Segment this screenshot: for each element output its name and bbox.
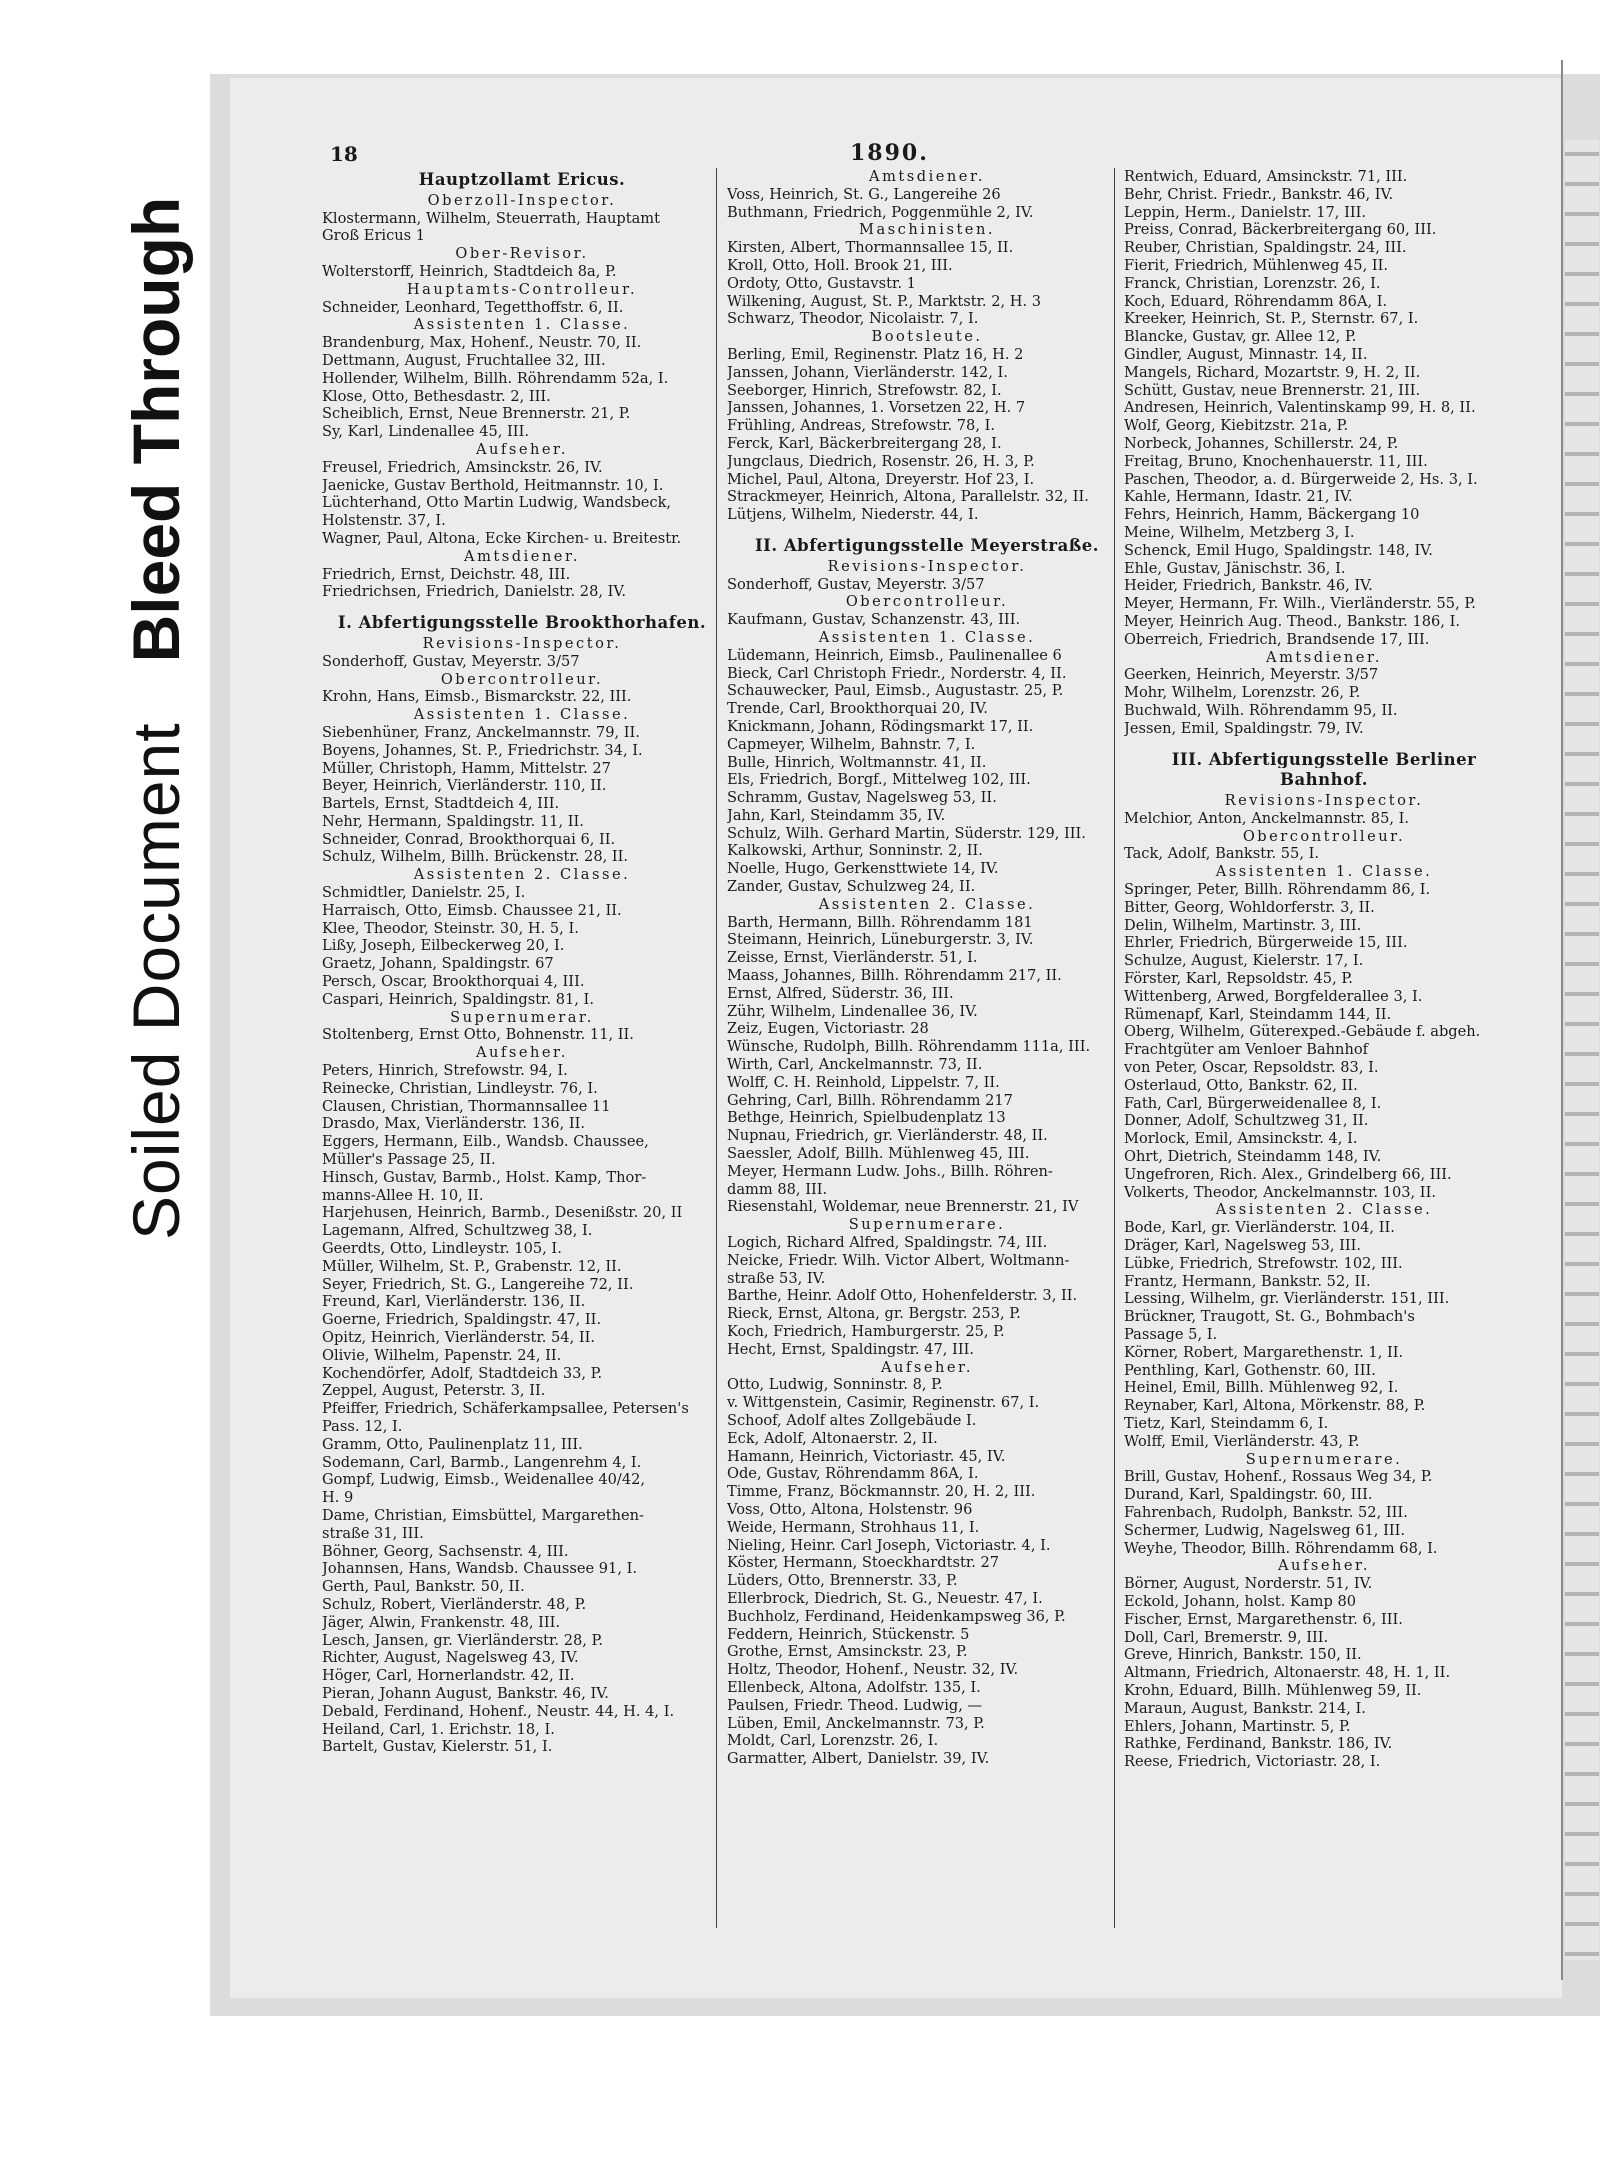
directory-entry: Preiss, Conrad, Bäckerbreitergang 60, III. (1124, 221, 1437, 239)
directory-entry: Steimann, Heinrich, Lüneburgerstr. 3, IV. (727, 931, 1034, 949)
directory-entry: Gehring, Carl, Billh. Röhrendamm 217 (727, 1091, 1013, 1109)
directory-entry: Voss, Otto, Altona, Holstenstr. 96 (727, 1500, 973, 1518)
directory-entry: Börner, August, Norderstr. 51, IV. (1124, 1575, 1373, 1593)
directory-entry: Frühling, Andreas, Strefowstr. 78, I. (727, 417, 996, 435)
directory-entry: Lagemann, Alfred, Schultzweg 38, I. (322, 1222, 593, 1240)
directory-entry: Saessler, Adolf, Billh. Mühlenweg 45, III. (727, 1145, 1030, 1163)
subsection-heading: Supernumerare. (1245, 1450, 1403, 1468)
directory-entry: Lesch, Jansen, gr. Vierländerstr. 28, P. (322, 1631, 604, 1649)
directory-entry: Maass, Johannes, Billh. Röhrendamm 217, II. (727, 967, 1062, 985)
directory-entry: Sy, Karl, Lindenallee 45, III. (322, 423, 529, 441)
directory-entry: Jessen, Emil, Spaldingstr. 79, IV. (1124, 719, 1364, 737)
directory-entry: Müller, Wilhelm, St. P., Grabenstr. 12, II. (322, 1257, 622, 1275)
directory-entry: Buthmann, Friedrich, Poggenmühle 2, IV. (727, 203, 1034, 221)
directory-entry: Bode, Karl, gr. Vierländerstr. 104, II. (1124, 1219, 1395, 1237)
directory-entry: Bulle, Hinrich, Woltmannstr. 41, II. (727, 753, 987, 771)
directory-entry: Wolterstorff, Heinrich, Stadtdeich 8a, P. (322, 262, 617, 280)
directory-entry: Stoltenberg, Ernst Otto, Bohnenstr. 11, II. (322, 1026, 634, 1044)
directory-entry: Friedrich, Ernst, Deichstr. 48, III. (322, 565, 571, 583)
directory-entry: Bethge, Heinrich, Spielbudenplatz 13 (727, 1109, 1006, 1127)
directory-entry: Clausen, Christian, Thormannsallee 11 (322, 1097, 611, 1115)
directory-entry: Caspari, Heinrich, Spaldingstr. 81, I. (322, 990, 594, 1008)
subsection-heading: Assistenten 1. Classe. (413, 316, 631, 334)
subsection-heading: Aufseher. (1277, 1557, 1370, 1575)
subsection-heading: Assistenten 2. Classe. (1215, 1201, 1433, 1219)
directory-entry: Geerdts, Otto, Lindleystr. 105, I. (322, 1240, 562, 1258)
directory-entry: Moldt, Carl, Lorenzstr. 26, I. (727, 1732, 939, 1750)
subsection-heading: Aufseher. (475, 440, 568, 458)
directory-entry: Koch, Eduard, Röhrendamm 86A, I. (1124, 292, 1388, 310)
directory-entry: Harjehusen, Heinrich, Barmb., Desenißstr. 20, II (322, 1204, 683, 1222)
column-divider (716, 168, 717, 1928)
directory-entry: Olivie, Wilhelm, Papenstr. 24, II. (322, 1346, 562, 1364)
directory-entry: Brandenburg, Max, Hohenf., Neustr. 70, II. (322, 334, 642, 352)
directory-entry: Holstenstr. 37, I. (322, 512, 446, 530)
directory-entry: Sonderhoff, Gustav, Meyerstr. 3/57 (322, 652, 580, 670)
directory-entry: Holtz, Theodor, Hohenf., Neustr. 32, IV. (727, 1661, 1019, 1679)
directory-entry: Bieck, Carl Christoph Friedr., Norderstr. 4, II. (727, 664, 1067, 682)
page-number: 18 (330, 142, 358, 166)
subsection-heading: Obercontrolleur. (440, 670, 604, 688)
subsection-heading: Maschinisten. (859, 221, 995, 239)
directory-entry: Mangels, Richard, Mozartstr. 9, H. 2, II. (1124, 363, 1421, 381)
subsection-heading: Ober-Revisor. (455, 245, 589, 263)
subsection-heading: Revisions-Inspector. (827, 557, 1027, 575)
directory-entry: Brückner, Traugott, St. G., Bohmbach's (1124, 1308, 1415, 1326)
directory-entry: Wolf, Georg, Kiebitzstr. 21a, P. (1124, 417, 1349, 435)
directory-entry: Krohn, Hans, Eimsb., Bismarckstr. 22, III. (322, 688, 632, 706)
directory-entry: Zeisse, Ernst, Vierländerstr. 51, I. (727, 949, 978, 967)
directory-entry: Heiland, Carl, 1. Erichstr. 18, I. (322, 1720, 555, 1738)
directory-entry: Meine, Wilhelm, Metzberg 3, I. (1124, 523, 1355, 541)
directory-entry: Ode, Gustav, Röhrendamm 86A, I. (727, 1465, 979, 1483)
directory-entry: Franck, Christian, Lorenzstr. 26, I. (1124, 274, 1381, 292)
directory-entry: Schulz, Wilhelm, Billh. Brückenstr. 28, II. (322, 848, 629, 866)
directory-entry: Wagner, Paul, Altona, Ecke Kirchen- u. Breitestr. (322, 529, 682, 547)
directory-entry: Passage 5, I. (1124, 1326, 1218, 1343)
directory-entry: Ellerbrock, Diedrich, St. G., Neuestr. 47, I. (727, 1589, 1043, 1607)
directory-entry: Berling, Emil, Reginenstr. Platz 16, H. 2 (727, 345, 1024, 363)
soiled-document-label: Soiled Document (119, 722, 193, 1240)
directory-entry: von Peter, Oscar, Repsoldstr. 83, I. (1124, 1059, 1379, 1077)
directory-entry: Groß Ericus 1 (322, 227, 426, 245)
directory-entry: Schulz, Robert, Vierländerstr. 48, P. (322, 1595, 587, 1613)
directory-entry: Klostermann, Wilhelm, Steuerrath, Hauptamt (322, 209, 661, 227)
column-3 (1124, 168, 1524, 1771)
directory-entry: Lütjens, Wilhelm, Niederstr. 44, I. (727, 506, 979, 524)
directory-entry: Weide, Hermann, Strohhaus 11, I. (727, 1518, 980, 1536)
directory-entry: Lüdemann, Heinrich, Eimsb., Paulinenallee 6 (727, 646, 1062, 664)
directory-entry: Meyer, Heinrich Aug. Theod., Bankstr. 186, I. (1124, 612, 1460, 630)
directory-entry: Zühr, Wilhelm, Lindenallee 36, IV. (727, 1002, 978, 1020)
directory-entry: Dettmann, August, Fruchtallee 32, III. (322, 351, 606, 369)
subsection-heading: Obercontrolleur. (1242, 827, 1406, 845)
directory-entry: Ehrler, Friedrich, Bürgerweide 15, III. (1124, 934, 1408, 952)
directory-entry: Gerth, Paul, Bankstr. 50, II. (322, 1578, 525, 1596)
subsection-heading: Assistenten 1. Classe. (818, 628, 1036, 646)
directory-entry: Norbeck, Johannes, Schillerstr. 24, P. (1124, 434, 1399, 452)
directory-entry: Logich, Richard Alfred, Spaldingstr. 74, III. (727, 1234, 1048, 1252)
directory-entry: Kalkowski, Arthur, Sonninstr. 2, II. (727, 842, 983, 860)
directory-entry: Osterlaud, Otto, Bankstr. 62, II. (1124, 1076, 1358, 1094)
directory-entry: Leppin, Herm., Danielstr. 17, III. (1124, 203, 1367, 221)
directory-entry: Schermer, Ludwig, Nagelsweg 61, III. (1124, 1521, 1406, 1539)
directory-entry: Wünsche, Rudolph, Billh. Röhrendamm 111a, III. (727, 1038, 1091, 1056)
subsection-heading: Amtsdiener. (1266, 648, 1382, 666)
side-label (118, 197, 194, 1240)
directory-entry: Rathke, Ferdinand, Bankstr. 186, IV. (1124, 1735, 1393, 1753)
directory-entry: Fath, Carl, Bürgerweidenallee 8, I. (1124, 1094, 1382, 1112)
directory-entry: Freitag, Bruno, Knochenhauerstr. 11, III. (1124, 452, 1428, 470)
directory-entry: Peters, Hinrich, Strefowstr. 94, I. (322, 1062, 568, 1080)
directory-entry: Kahle, Hermann, Idastr. 21, IV. (1124, 488, 1353, 506)
directory-entry: Kochendörfer, Adolf, Stadtdeich 33, P. (322, 1364, 603, 1382)
subsection-heading: Assistenten 2. Classe. (818, 895, 1036, 913)
section-gap (727, 524, 1127, 534)
directory-entry: Tack, Adolf, Bankstr. 55, I. (1124, 845, 1320, 863)
page-edge-rule (1561, 60, 1563, 1980)
directory-entry: Ellenbeck, Altona, Adolfstr. 135, I. (727, 1678, 981, 1696)
directory-entry: Nieling, Heinr. Carl Joseph, Victoriastr. 4, I. (727, 1536, 1051, 1554)
directory-entry: Wirth, Carl, Anckelmannstr. 73, II. (727, 1056, 983, 1074)
directory-entry: Schramm, Gustav, Nagelsweg 53, II. (727, 789, 997, 807)
section-heading: III. Abfertigungsstelle Berliner (1171, 750, 1477, 769)
directory-entry: Meyer, Hermann Ludw. Johs., Billh. Röhren- (727, 1162, 1053, 1180)
directory-entry: Goerne, Friedrich, Spaldingstr. 47, II. (322, 1311, 602, 1329)
directory-entry: Schütt, Gustav, neue Brennerstr. 21, III. (1124, 381, 1421, 399)
directory-entry: Drasdo, Max, Vierländerstr. 136, II. (322, 1115, 586, 1133)
directory-entry: Sodemann, Carl, Barmb., Langenrehm 4, I. (322, 1453, 642, 1471)
directory-entry: Eckold, Johann, holst. Kamp 80 (1124, 1592, 1357, 1610)
directory-entry: Dräger, Karl, Nagelsweg 53, III. (1124, 1237, 1362, 1255)
directory-entry: Blancke, Gustav, gr. Allee 12, P. (1124, 328, 1357, 346)
directory-entry: Doll, Carl, Bremerstr. 9, III. (1124, 1628, 1329, 1646)
directory-entry: Lüders, Otto, Brennerstr. 33, P. (727, 1572, 958, 1590)
directory-entry: Voss, Heinrich, St. G., Langereihe 26 (727, 185, 1001, 203)
directory-entry: Friedrichsen, Friedrich, Danielstr. 28, IV. (322, 583, 627, 601)
directory-entry: Ohrt, Dietrich, Steindamm 148, IV. (1124, 1148, 1382, 1166)
subsection-heading: Assistenten 1. Classe. (413, 706, 631, 724)
directory-entry: Gompf, Ludwig, Eimsb., Weidenallee 40/42, (322, 1471, 646, 1489)
directory-entry: Knickmann, Johann, Rödingsmarkt 17, II. (727, 717, 1034, 735)
directory-entry: Lüchterhand, Otto Martin Ludwig, Wandsbeck, (322, 494, 672, 512)
directory-entry: Höger, Carl, Hornerlandstr. 42, II. (322, 1667, 575, 1685)
subsection-heading: Assistenten 2. Classe. (413, 866, 631, 884)
directory-entry: Oberg, Wilhelm, Güterexped.-Gebäude f. abgeh. (1124, 1023, 1481, 1041)
directory-entry: Wolff, C. H. Reinhold, Lippelstr. 7, II. (727, 1073, 1000, 1091)
directory-entry: Timme, Franz, Böckmannstr. 20, H. 2, III. (727, 1483, 1036, 1501)
directory-entry: Otto, Ludwig, Sonninstr. 8, P. (727, 1376, 943, 1394)
directory-entry: Reynaber, Karl, Altona, Mörkenstr. 88, P. (1124, 1397, 1426, 1415)
directory-entry: Schulze, August, Kielerstr. 17, I. (1124, 952, 1364, 970)
directory-entry: straße 31, III. (322, 1524, 424, 1542)
directory-entry: Strackmeyer, Heinrich, Altona, Parallelstr. 32, II. (727, 488, 1089, 506)
directory-entry: Durand, Karl, Spaldingstr. 60, III. (1124, 1486, 1373, 1504)
directory-entry: Melchior, Anton, Anckelmannstr. 85, I. (1124, 809, 1410, 827)
directory-entry: Janssen, Johannes, 1. Vorsetzen 22, H. 7 (727, 399, 1026, 417)
directory-entry: Schulz, Wilh. Gerhard Martin, Süderstr. 129, III. (727, 824, 1086, 842)
directory-entry: Rümenapf, Karl, Steindamm 144, II. (1124, 1005, 1392, 1023)
directory-entry: Scheiblich, Ernst, Neue Brennerstr. 21, P. (322, 405, 631, 423)
directory-entry: Schmidtler, Danielstr. 25, I. (322, 884, 526, 902)
subsection-heading: Supernumerar. (450, 1008, 594, 1026)
directory-entry: Bartels, Ernst, Stadtdeich 4, III. (322, 795, 560, 813)
directory-entry: Pass. 12, I. (322, 1417, 403, 1435)
directory-entry: Gramm, Otto, Paulinenplatz 11, III. (322, 1435, 583, 1453)
subsection-heading: Amtsdiener. (464, 547, 580, 565)
directory-entry: Springer, Peter, Billh. Röhrendamm 86, I. (1124, 881, 1431, 899)
directory-entry: Opitz, Heinrich, Vierländerstr. 54, II. (322, 1329, 596, 1346)
directory-entry: Graetz, Johann, Spaldingstr. 67 (322, 955, 554, 973)
directory-entry: Geerken, Heinrich, Meyerstr. 3/57 (1124, 666, 1379, 684)
directory-entry: Fischer, Ernst, Margarethenstr. 6, III. (1124, 1610, 1403, 1628)
directory-entry: Klee, Theodor, Steinstr. 30, H. 5, I. (322, 919, 579, 937)
directory-entry: Seeborger, Hinrich, Strefowstr. 82, I. (727, 381, 1002, 399)
subsection-heading: Assistenten 1. Classe. (1215, 863, 1433, 881)
directory-entry: Mohr, Wilhelm, Lorenzstr. 26, P. (1124, 684, 1361, 702)
directory-entry: Jaenicke, Gustav Berthold, Heitmannstr. 10, I. (322, 476, 664, 494)
subsection-heading: Hauptamts-Controlleur. (406, 280, 638, 298)
directory-entry: Müller, Christoph, Hamm, Mittelstr. 27 (322, 759, 611, 777)
directory-entry: Lessing, Wilhelm, gr. Vierländerstr. 151, III. (1124, 1290, 1450, 1308)
directory-entry: Müller's Passage 25, II. (322, 1151, 496, 1169)
directory-entry: Seyer, Friedrich, St. G., Langereihe 72, II. (322, 1275, 634, 1293)
column-1 (322, 168, 722, 1756)
directory-entry: damm 88, III. (727, 1180, 828, 1198)
directory-entry: Donner, Adolf, Schultzweg 31, II. (1124, 1112, 1369, 1130)
section-heading: Hauptzollamt Ericus. (418, 171, 626, 189)
bleed-through-strip (1565, 140, 1599, 1960)
subsection-heading: Revisions-Inspector. (1224, 792, 1424, 810)
directory-entry: Schauwecker, Paul, Eimsb., Augustastr. 25, P. (727, 682, 1064, 700)
directory-entry: Grothe, Ernst, Amsinckstr. 23, P. (727, 1643, 968, 1661)
directory-entry: Hamann, Heinrich, Victoriastr. 45, IV. (727, 1447, 1006, 1465)
directory-entry: Heinel, Emil, Billh. Mühlenweg 92, I. (1124, 1379, 1399, 1397)
subsection-heading: Amtsdiener. (869, 168, 985, 185)
directory-entry: Kaufmann, Gustav, Schanzenstr. 43, III. (727, 611, 1021, 629)
directory-entry: Gindler, August, Minnastr. 14, II. (1124, 345, 1368, 363)
directory-entry: Fehrs, Heinrich, Hamm, Bäckergang 10 (1124, 506, 1420, 524)
directory-entry: Nupnau, Friedrich, gr. Vierländerstr. 48, II. (727, 1127, 1048, 1145)
directory-entry: Hollender, Wilhelm, Billh. Röhrendamm 52a, I. (322, 369, 669, 387)
directory-entry: Koch, Friedrich, Hamburgerstr. 25, P. (727, 1323, 1005, 1340)
subsection-heading: Oberzoll-Inspector. (427, 191, 617, 209)
directory-entry: Ehle, Gustav, Jänischstr. 36, I. (1124, 559, 1346, 577)
directory-entry: Reinecke, Christian, Lindleystr. 76, I. (322, 1079, 598, 1097)
directory-entry: Noelle, Hugo, Gerkensttwiete 14, IV. (727, 860, 999, 878)
directory-entry: Riesenstahl, Woldemar, neue Brennerstr. 21, IV (727, 1198, 1079, 1216)
page-year: 1890. (850, 140, 929, 166)
directory-entry: Andresen, Heinrich, Valentinskamp 99, H. 8, II. (1124, 399, 1476, 417)
bleed-through-label: Bleed Through (119, 196, 193, 663)
directory-entry: Zander, Gustav, Schulzweg 24, II. (727, 878, 976, 896)
directory-entry: Schoof, Adolf altes Zollgebäude I. (727, 1411, 977, 1429)
directory-entry: Weyhe, Theodor, Billh. Röhrendamm 68, I. (1124, 1539, 1438, 1557)
directory-entry: Eggers, Hermann, Eilb., Wandsb. Chaussee, (322, 1133, 649, 1151)
column-divider (1114, 168, 1115, 1928)
directory-entry: Sonderhoff, Gustav, Meyerstr. 3/57 (727, 575, 985, 593)
directory-entry: Harraisch, Otto, Eimsb. Chaussee 21, II. (322, 901, 622, 919)
directory-entry: Garmatter, Albert, Danielstr. 39, IV. (727, 1750, 990, 1768)
directory-entry: Pfeiffer, Friedrich, Schäferkampsallee, Petersen's (322, 1400, 689, 1418)
subsection-heading: Obercontrolleur. (845, 593, 1009, 611)
directory-entry: Bartelt, Gustav, Kielerstr. 51, I. (322, 1738, 553, 1756)
directory-entry: Körner, Robert, Margarethenstr. 1, II. (1124, 1343, 1404, 1361)
directory-entry: Paulsen, Friedr. Theod. Ludwig, — (727, 1696, 983, 1714)
section-gap (1124, 738, 1524, 748)
directory-entry: Siebenhüner, Franz, Anckelmannstr. 79, II. (322, 723, 640, 741)
directory-entry: Capmeyer, Wilhelm, Bahnstr. 7, I. (727, 735, 976, 753)
directory-entry: Boyens, Johannes, St. P., Friedrichstr. 34, I. (322, 741, 643, 759)
column-2 (727, 168, 1127, 1768)
subsection-heading: Aufseher. (475, 1044, 568, 1062)
directory-entry: Reese, Friedrich, Victoriastr. 28, I. (1124, 1753, 1381, 1771)
directory-entry: H. 9 (322, 1489, 354, 1507)
directory-entry: Ordoty, Otto, Gustavstr. 1 (727, 274, 916, 292)
directory-entry: Paschen, Theodor, a. d. Bürgerweide 2, Hs. 3, I. (1124, 470, 1478, 488)
directory-entry: v. Wittgenstein, Casimir, Reginenstr. 67, I. (727, 1394, 1040, 1412)
directory-entry: Barth, Hermann, Billh. Röhrendamm 181 (727, 913, 1033, 931)
directory-entry: Lüben, Emil, Anckelmannstr. 73, P. (727, 1714, 985, 1732)
directory-entry: Oberreich, Friedrich, Brandsende 17, III. (1124, 630, 1430, 648)
directory-entry: Frachtgüter am Venloer Bahnhof (1124, 1041, 1369, 1059)
directory-entry: Persch, Oscar, Brookthorquai 4, III. (322, 973, 585, 991)
directory-entry: Schneider, Conrad, Brookthorquai 6, II. (322, 830, 616, 848)
directory-entry: Rentwich, Eduard, Amsinckstr. 71, III. (1124, 168, 1408, 185)
directory-entry: Els, Friedrich, Borgf., Mittelweg 102, III. (727, 771, 1031, 789)
directory-entry: Freund, Karl, Vierländerstr. 136, II. (322, 1293, 586, 1311)
directory-entry: Barthe, Heinr. Adolf Otto, Hohenfelderstr. 3, II. (727, 1287, 1078, 1305)
subsection-heading: Aufseher. (880, 1358, 973, 1376)
directory-entry: Hecht, Ernst, Spaldingstr. 47, III. (727, 1340, 974, 1358)
directory-entry: Maraun, August, Bankstr. 214, I. (1124, 1699, 1366, 1717)
directory-entry: Feddern, Heinrich, Stückenstr. 5 (727, 1625, 970, 1643)
directory-entry: Johannsen, Hans, Wandsb. Chaussee 91, I. (322, 1560, 638, 1578)
directory-entry: Ernst, Alfred, Süderstr. 36, III. (727, 984, 954, 1002)
directory-entry: Freusel, Friedrich, Amsinckstr. 26, IV. (322, 458, 603, 476)
directory-entry: Rieck, Ernst, Altona, gr. Bergstr. 253, P. (727, 1305, 1021, 1323)
directory-entry: Dame, Christian, Eimsbüttel, Margarethen- (322, 1506, 644, 1524)
directory-entry: Ferck, Karl, Bäckerbreitergang 28, I. (727, 434, 1002, 452)
directory-entry: Greve, Hinrich, Bankstr. 150, II. (1124, 1646, 1362, 1664)
directory-entry: Schenck, Emil Hugo, Spaldingstr. 148, IV. (1124, 541, 1433, 559)
directory-entry: Jäger, Alwin, Frankenstr. 48, III. (322, 1613, 561, 1631)
directory-entry: Bitter, Georg, Wohldorferstr. 3, II. (1124, 898, 1375, 916)
directory-entry: Schneider, Leonhard, Tegetthoffstr. 6, II. (322, 298, 624, 316)
directory-entry: Delin, Wilhelm, Martinstr. 3, III. (1124, 916, 1362, 934)
directory-entry: Michel, Paul, Altona, Dreyerstr. Hof 23, I. (727, 470, 1035, 488)
directory-entry: Altmann, Friedrich, Altonaerstr. 48, H. 1, II. (1124, 1664, 1451, 1682)
directory-entry: Jungclaus, Diedrich, Rosenstr. 26, H. 3, P. (727, 452, 1035, 470)
directory-entry: Kreeker, Heinrich, St. P., Sternstr. 67, I. (1124, 310, 1419, 328)
directory-entry: Meyer, Hermann, Fr. Wilh., Vierländerstr. 55, P. (1124, 595, 1476, 613)
directory-entry: Buchwald, Wilh. Röhrendamm 95, II. (1124, 701, 1398, 719)
directory-entry: Böhner, Georg, Sachsenstr. 4, III. (322, 1542, 569, 1560)
directory-entry: Morlock, Emil, Amsinckstr. 4, I. (1124, 1130, 1358, 1148)
directory-entry: Zeppel, August, Peterstr. 3, II. (322, 1382, 546, 1400)
directory-entry: Ehlers, Johann, Martinstr. 5, P. (1124, 1717, 1351, 1735)
section-heading: I. Abfertigungsstelle Brookthorhafen. (337, 614, 707, 632)
directory-entry: Frantz, Hermann, Bankstr. 52, II. (1124, 1272, 1371, 1290)
directory-entry: Fahrenbach, Rudolph, Bankstr. 52, III. (1124, 1503, 1408, 1521)
directory-entry: Kirsten, Albert, Thormannsallee 15, II. (727, 239, 1014, 257)
directory-entry: Volkerts, Theodor, Anckelmannstr. 103, II. (1124, 1183, 1436, 1201)
directory-entry: Behr, Christ. Friedr., Bankstr. 46, IV. (1124, 185, 1394, 203)
directory-entry: Trende, Carl, Brookthorquai 20, IV. (727, 700, 988, 718)
directory-entry: Penthling, Karl, Gothenstr. 60, III. (1124, 1361, 1376, 1379)
section-heading: Bahnhof. (1280, 771, 1368, 790)
directory-entry: Jahn, Karl, Steindamm 35, IV. (727, 806, 946, 824)
directory-entry: Lißy, Joseph, Eilbeckerweg 20, I. (322, 937, 565, 955)
directory-entry: Zeiz, Eugen, Victoriastr. 28 (727, 1020, 929, 1038)
directory-entry: Köster, Hermann, Stoeckhardtstr. 27 (727, 1554, 1000, 1572)
directory-entry: Ungefroren, Rich. Alex., Grindelberg 66, III. (1124, 1165, 1452, 1183)
section-gap (322, 601, 722, 611)
directory-entry: Pieran, Johann August, Bankstr. 46, IV. (322, 1684, 609, 1702)
subsection-heading: Bootsleute. (871, 328, 983, 346)
directory-entry: Schwarz, Theodor, Nicolaistr. 7, I. (727, 310, 979, 328)
section-heading: II. Abfertigungsstelle Meyerstraße. (754, 536, 1100, 555)
directory-entry: straße 53, IV. (727, 1269, 826, 1287)
directory-entry: Buchholz, Ferdinand, Heidenkampsweg 36, P. (727, 1607, 1066, 1625)
directory-entry: Wilkening, August, St. P., Marktstr. 2, H. 3 (727, 292, 1042, 310)
directory-entry: Wittenberg, Arwed, Borgfelderallee 3, I. (1124, 987, 1423, 1005)
directory-entry: Förster, Karl, Repsoldstr. 45, P. (1124, 970, 1353, 988)
directory-entry: Kroll, Otto, Holl. Brook 21, III. (727, 256, 953, 274)
directory-entry: Hinsch, Gustav, Barmb., Holst. Kamp, Thor- (322, 1168, 647, 1186)
directory-entry: Brill, Gustav, Hohenf., Rossaus Weg 34, P. (1124, 1468, 1433, 1486)
directory-entry: Lübke, Friedrich, Strefowstr. 102, III. (1124, 1254, 1403, 1272)
directory-entry: Beyer, Heinrich, Vierländerstr. 110, II. (322, 777, 607, 795)
directory-entry: Nehr, Hermann, Spaldingstr. 11, II. (322, 812, 584, 830)
subsection-heading: Revisions-Inspector. (422, 634, 622, 652)
directory-entry: Tietz, Karl, Steindamm 6, I. (1124, 1414, 1329, 1432)
directory-entry: Debald, Ferdinand, Hohenf., Neustr. 44, H. 4, I. (322, 1702, 675, 1720)
directory-entry: Richter, August, Nagelsweg 43, IV. (322, 1649, 579, 1667)
directory-entry: Heider, Friedrich, Bankstr. 46, IV. (1124, 577, 1373, 595)
directory-entry: Klose, Otto, Bethesdastr. 2, III. (322, 387, 551, 405)
directory-entry: Reuber, Christian, Spaldingstr. 24, III. (1124, 239, 1407, 257)
directory-entry: Krohn, Eduard, Billh. Mühlenweg 59, II. (1124, 1681, 1422, 1699)
directory-entry: Eck, Adolf, Altonaerstr. 2, II. (727, 1429, 938, 1447)
directory-entry: Wolff, Emil, Vierländerstr. 43, P. (1124, 1432, 1360, 1450)
directory-entry: Neicke, Friedr. Wilh. Victor Albert, Woltmann- (727, 1251, 1070, 1269)
subsection-heading: Supernumerare. (848, 1216, 1006, 1234)
directory-entry: Janssen, Johann, Vierländerstr. 142, I. (727, 363, 1008, 381)
directory-entry: manns-Allee H. 10, II. (322, 1186, 484, 1204)
directory-entry: Fierit, Friedrich, Mühlenweg 45, II. (1124, 256, 1389, 274)
